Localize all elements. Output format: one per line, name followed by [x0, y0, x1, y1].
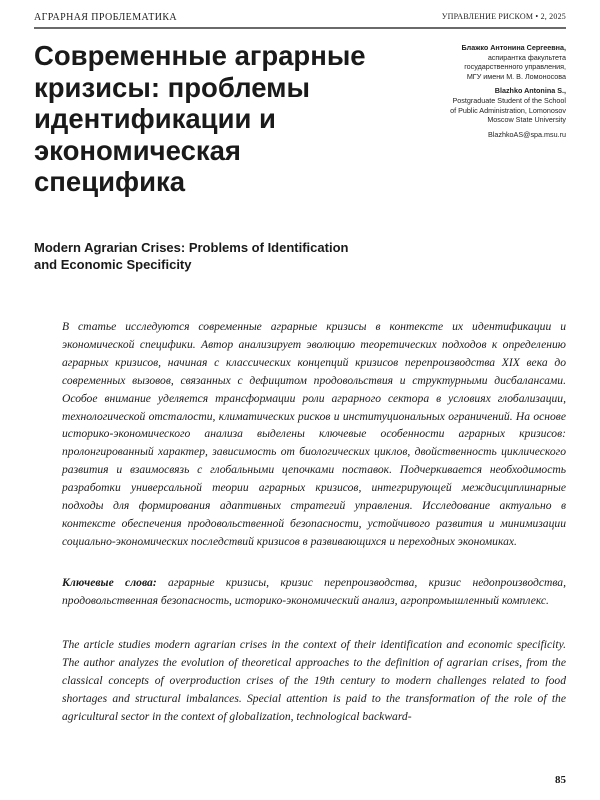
author-affiliation-ru-line: МГУ имени М. В. Ломоносова [466, 71, 566, 81]
keywords-label: Ключевые слова: [62, 576, 157, 589]
author-affiliation-en-line: Postgraduate Student of the School [452, 95, 566, 105]
author-affiliation-ru-line: государственного управления, [464, 62, 566, 72]
author-affiliation-en-line: of Public Administration, Lomonosov [450, 105, 566, 115]
running-header-section: АГРАРНАЯ ПРОБЛЕМАТИКА [34, 12, 178, 23]
keywords-paragraph [62, 574, 566, 610]
author-email[interactable]: BlazhkoAS@spa.msu.ru [487, 129, 566, 139]
author-en [366, 86, 566, 124]
article-subtitle-english: Modern Agrarian Crises: Problems of Identification and Economic Specificity [34, 240, 349, 272]
author-name-ru: Блажко Антонина Сергеевна, [461, 43, 566, 52]
author-ru [366, 43, 566, 81]
page-number: 85 [555, 774, 566, 786]
article-title: Современные аграрные кризисы: проблемы идентификации и экономическая специфика [34, 40, 366, 197]
header-divider [34, 27, 566, 29]
author-info [366, 43, 566, 139]
running-header-journal: УПРАВЛЕНИЕ РИСКОМ • 2, 2025 [441, 12, 566, 21]
abstract-russian: В статье исследуются современные аграрные кризисы в контексте их идентификации и экономической специфики. Автор анализирует эволюцию теоретических подходов к определению аграрных кризисов, начиная с классических концепций кризисов перепроизводства XIX века до современных вызовов, связанных с дефицитом продовольствия и структурными дисбалансами. Особое внимание уделяется трансформации роли аграрного сектора в условиях глобализации, технологической отсталости, климатических рисков и институциональных ограничений. На основе историко-экономического анализа выделены ключевые особенности аграрных кризисов: пролонгированный характер, зависимость от биологических циклов, двойственность циклического развития и взаимосвязь с глобальными цепочками поставок. Подчеркивается необходимость разработки универсальной теории аграрных кризисов, интегрирующей междисциплинарные подходы для формирования адаптивных стратегий управления. Исследование актуально в контексте обеспечения продовольственной безопасности, устойчивого развития и минимизации социально-экономических последствий кризисов в развивающихся и переходных экономиках. [62, 320, 566, 548]
abstract-english: The article studies modern agrarian crises in the context of their identification and economic specificity. The author analyzes the evolution of theoretical approaches to the definition of agrarian crises, from the classical concepts of overproduction crises of the 19th century to modern challenges related to food shortages and structural imbalances. Special attention is paid to the transformation of the role of the agricultural sector in the context of globalization, technological backward- [62, 638, 566, 723]
author-name-en: Blazhko Antonina S., [494, 86, 566, 96]
author-affiliation-ru-line: аспирантка факультета [487, 52, 566, 62]
author-affiliation-en-line: Moscow State University [487, 115, 566, 125]
keywords-text: аграрные кризисы, кризис перепроизводства, кризис недопроизводства, продовольственная безопасность, историко-экономический анализ, агропромышленный комплекс. [62, 576, 566, 607]
